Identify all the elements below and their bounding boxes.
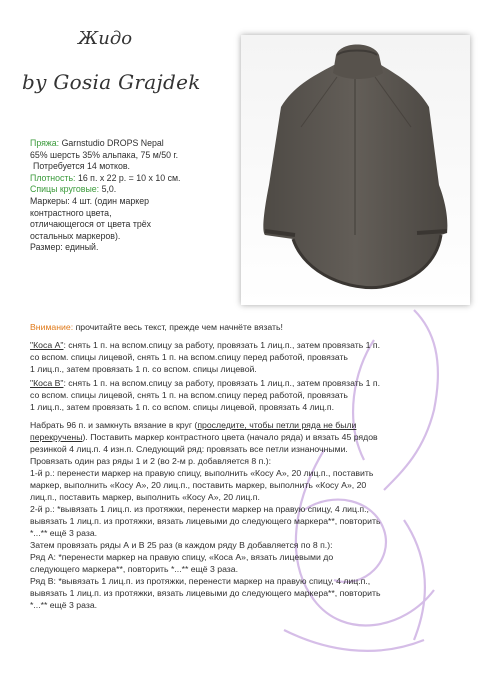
- markers-line-1: Маркеры: 4 шт. (один маркер: [30, 195, 150, 206]
- size-line: Размер: единый.: [30, 242, 99, 253]
- density-value: 16 п. х 22 р. = 10 х 10 см.: [77, 172, 181, 183]
- cable-a-label: "Коса А": [30, 340, 64, 350]
- yarn-label: Пряжа:: [30, 138, 60, 148]
- yarn-value: Garnstudio DROPS Nepal: [61, 138, 164, 148]
- instructions: [30, 321, 470, 611]
- row2-line-1: 2-й р.: *вывязать 1 лиц.п. из протяжки, перенести маркер на правую спицу, 4 лиц.п.,: [30, 504, 369, 514]
- row-a-line-2: следующего маркера**, повторить *...** ещё 3 раза.: [30, 564, 239, 574]
- row-a-line-1: Ряд А: *перенести маркер на правую спицу, «Коса А», вязать лицевыми до: [30, 552, 334, 562]
- cable-a-line-1: [30, 339, 470, 351]
- attention-text: прочитайте весь текст, прежде чем начнёте вязать!: [75, 322, 283, 332]
- markers-line-3: отличающегося от цвета трёх: [30, 219, 152, 230]
- cast-on-text-1b: проследите, чтобы петли ряда не были: [197, 420, 357, 430]
- cable-b-line-1: [30, 377, 470, 389]
- poncho-photo: [241, 35, 470, 305]
- cast-on-text-1a: Набрать 96 п. и замкнуть вязание в круг (: [30, 420, 198, 430]
- repeat-line: Затем провязать ряды А и В 25 раз (в каждом ряду В добавляется по 8 п.):: [30, 540, 333, 550]
- pattern-title: Жидо: [78, 28, 133, 49]
- poncho-illustration: [241, 35, 470, 305]
- cast-on-line-3: резинкой 4 лиц.п. 4 изн.п. Следующий ряд: провязать все петли изнаночными.: [30, 444, 348, 454]
- row1-line-1: 1-й р.: перенести маркер на правую спицу, выполнить «Косу А», 20 лиц.п., поставить: [30, 468, 374, 478]
- cast-on-line-2: [30, 431, 470, 443]
- yarn-composition: 65% шерсть 35% альпака, 75 м/50 г.: [30, 149, 179, 160]
- row2-line-2: вывязать 1 лиц.п. из протяжки, вязать лицевыми до следующего маркера**, повторить: [30, 516, 381, 526]
- yarn-quantity: Потребуется 14 мотков.: [33, 161, 130, 172]
- row-b-line-2: вывязать 1 лиц.п. из протяжки, вязать лицевыми до следующего маркера**, повторить: [30, 588, 381, 598]
- cable-a-line-2: со вспом. спицы лицевой, снять 1 п. на вспом.спицу перед работой, провязать: [30, 352, 348, 362]
- cast-on-line-1: [30, 419, 470, 431]
- needles-line: [30, 184, 240, 196]
- cable-b-line-3: 1 лиц.п., затем провязать 1 п. со вспом. спицы лицевой, провязать 4 лиц.п.: [30, 402, 335, 412]
- markers-line-4: остальных маркеров).: [30, 230, 121, 241]
- yarn-specs: [30, 138, 240, 254]
- density-line: [30, 173, 240, 185]
- attention-note: [30, 321, 470, 333]
- pattern-author: by Gosia Grajdek: [22, 70, 201, 94]
- row1-line-3: лиц.п., поставить маркер, выполнить «Косу А», 20 лиц.п.: [30, 492, 260, 502]
- yarn-line: [30, 138, 240, 150]
- needles-value: 5,0.: [101, 184, 117, 195]
- row-b-line-3: *...** ещё 3 раза.: [30, 600, 98, 610]
- row-b-line-1: Ряд В: *вывязать 1 лиц.п. из протяжки, перенести маркер на правую спицу, 4 лиц.п.,: [30, 576, 371, 586]
- cable-b-text-1: : снять 1 п. на вспом.спицу за работу, провязать 1 лиц.п., затем провязать 1 п.: [63, 378, 381, 388]
- cast-on-text-2a: перекручены: [30, 432, 83, 442]
- row2-line-3: *...** ещё 3 раза.: [30, 528, 98, 538]
- cast-on-text-2b: ). Поставить маркер контрастного цвета (начало ряда) и вязать 45 рядов: [82, 432, 378, 442]
- cable-b-line-2: со вспом. спицы лицевой, снять 1 п. на вспом.спицу перед работой, провязать: [30, 390, 348, 400]
- attention-label: Внимание:: [30, 322, 74, 332]
- cast-on-line-4: Провязать один раз ряды 1 и 2 (во 2-м р. добавляется 8 п.):: [30, 456, 272, 466]
- cable-a-line-3: 1 лиц.п., затем провязать 1 п. со вспом. спицы лицевой.: [30, 364, 257, 374]
- cable-b-label: "Коса В": [30, 378, 64, 388]
- markers-line-2: контрастного цвета,: [30, 207, 112, 218]
- needles-label: Спицы круговые:: [30, 184, 100, 195]
- row1-line-2: маркер, выполнить «Косу А», 20 лиц.п., поставить маркер, выполнить «Косу А», 20: [30, 480, 367, 490]
- density-label: Плотность:: [30, 172, 76, 183]
- cable-a-text-1: : снять 1 п. на вспом.спицу за работу, провязать 1 лиц.п., затем провязать 1 п.: [63, 340, 381, 350]
